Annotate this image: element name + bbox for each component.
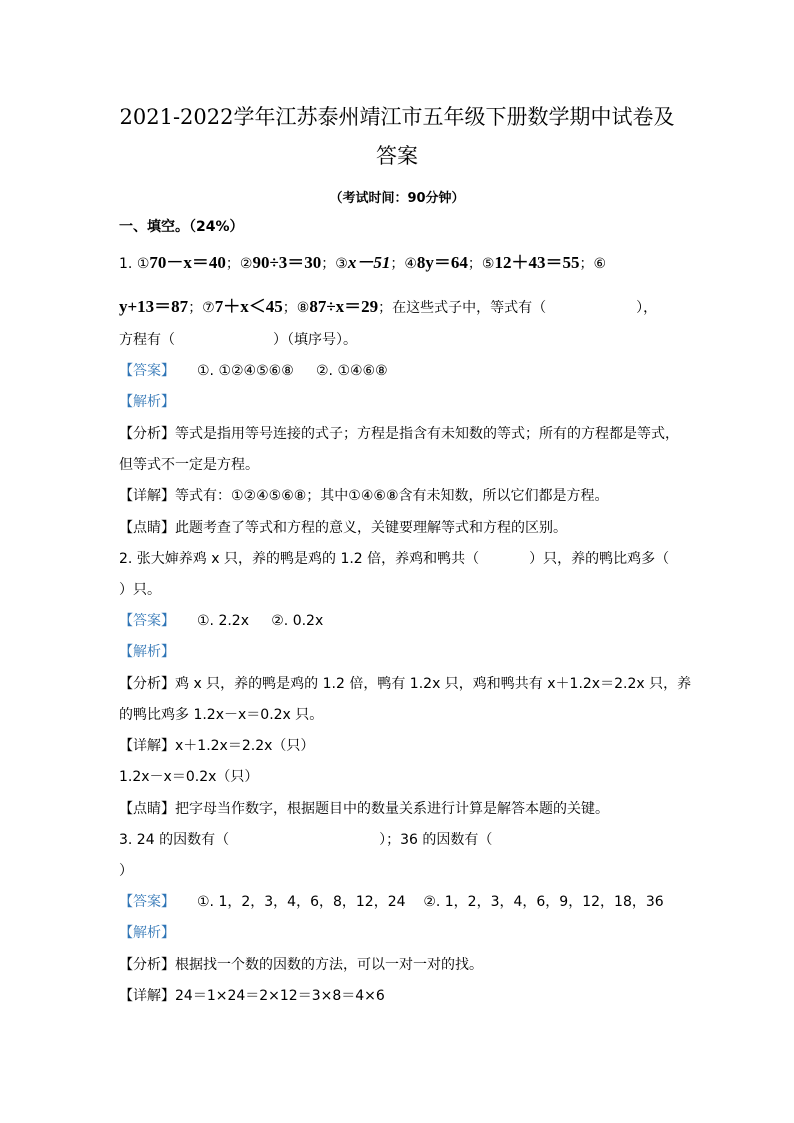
q2-fenxi-cont: 的鸭比鸡多 1.2x－x＝0.2x 只。: [119, 707, 324, 723]
q1-fenxi: [119, 425, 679, 443]
q2-detail-cont: 1.2x－x＝0.2x（只）: [119, 769, 259, 785]
answer-text: ①. ①②④⑤⑥⑧ ②. ①④⑥⑧: [197, 363, 388, 379]
q1-line1: [119, 254, 606, 273]
q2-answer: [119, 612, 323, 630]
q2-text: ）只，养的鸭比鸡多（: [529, 551, 670, 567]
q1-line3: [119, 331, 357, 349]
q1-fenxi-cont: 但等式不一定是方程。: [119, 457, 259, 473]
q1-expr: x－51: [347, 253, 391, 272]
q3-detail: [119, 987, 385, 1005]
dianjing-text: 此题考查了等式和方程的意义，关键要理解等式和方程的区别。: [175, 520, 567, 536]
q1-mark: ；⑤: [467, 256, 495, 272]
q2-line1: [119, 550, 669, 568]
q1-text: ），: [636, 300, 658, 316]
q1-text: ）（填序号）。: [273, 332, 357, 348]
fenxi-tag: 【分析】: [119, 676, 175, 692]
exam-time: （考试时间：90分钟）: [329, 191, 465, 206]
fenxi-tag: 【分析】: [119, 426, 175, 442]
q1-mark: ①: [136, 256, 150, 272]
answer-tag: 【答案】: [119, 363, 175, 379]
q2-line2: ）只。: [119, 582, 161, 598]
fenxi-text: 根据找一个数的因数的方法，可以一对一对的找。: [175, 957, 483, 973]
answer-text: ①. 2.2x ②. 0.2x: [197, 613, 324, 629]
q3-line2: ）: [119, 863, 133, 879]
q3-line1: [119, 831, 492, 849]
q1-mark: ；⑧: [282, 300, 310, 316]
dianjing-text: 把字母当作数字，根据题目中的数量关系进行计算是解答本题的关键。: [175, 801, 609, 817]
analysis-tag: 【解析】: [119, 394, 175, 410]
q1-number: 1.: [119, 256, 137, 272]
q3-fenxi: [119, 956, 483, 974]
q1-answer: [119, 362, 388, 380]
q1-mark: ；④: [390, 256, 417, 272]
q2-detail: [119, 737, 314, 755]
fenxi-tag: 【分析】: [119, 957, 175, 973]
q1-expr: y+13＝87: [119, 297, 189, 316]
q1-expr: 8y＝64: [416, 253, 468, 272]
q1-mark: ；⑥: [579, 256, 607, 272]
answer-text: ①. 1，2，3，4，6，8，12，24 ②. 1，2，3，4，6，9，12，18，36: [197, 894, 664, 910]
q1-mark: ；②: [225, 256, 253, 272]
q1-expr: 7＋x＜45: [214, 297, 283, 316]
q1-line2: [119, 298, 657, 317]
q2-text: 2. 张大婶养鸡 x 只，养的鸭是鸡的 1.2 倍，养鸡和鸭共（: [119, 551, 480, 567]
q1-mark: ；③: [321, 256, 348, 272]
analysis-tag: 【解析】: [119, 644, 175, 660]
fenxi-text: 等式是指用等号连接的式子；方程是指含有未知数的等式；所有的方程都是等式，: [175, 426, 679, 442]
detail-tag: 【详解】: [119, 488, 175, 504]
q3-answer: [119, 893, 664, 911]
q1-expr: 87÷x＝29: [309, 297, 379, 316]
fenxi-text: 鸡 x 只，养的鸭是鸡的 1.2 倍，鸭有 1.2x 只，鸡和鸭共有 x＋1.2x＝2.2x 只，养: [175, 676, 692, 692]
detail-tag: 【详解】: [119, 738, 175, 754]
q1-mark: ；⑦: [188, 300, 215, 316]
section-heading: 一、填空。（24%）: [119, 219, 244, 235]
document-title: 2021-2022学年江苏泰州靖江市五年级下册数学期中试卷及: [119, 105, 675, 129]
detail-text: 等式有：①②④⑤⑥⑧；其中①④⑥⑧含有未知数，所以它们都是方程。: [175, 488, 609, 504]
detail-text: x＋1.2x＝2.2x（只）: [175, 738, 315, 754]
analysis-tag: 【解析】: [119, 925, 175, 941]
dianjing-tag: 【点睛】: [119, 801, 175, 817]
q2-dianjing: [119, 800, 609, 818]
dianjing-tag: 【点睛】: [119, 520, 175, 536]
q1-detail: [119, 487, 609, 505]
q1-text: 方程有（: [119, 332, 175, 348]
answer-tag: 【答案】: [119, 613, 175, 629]
document-title-cont: 答案: [376, 144, 418, 168]
q1-expr: 70－x＝40: [149, 253, 226, 272]
q1-dianjing: [119, 519, 567, 537]
q1-text: ；在这些式子中，等式有（: [378, 300, 547, 316]
q3-text: 3. 24 的因数有（: [119, 832, 230, 848]
q2-fenxi: [119, 675, 691, 693]
detail-tag: 【详解】: [119, 988, 175, 1004]
q1-expr: 90÷3＝30: [252, 253, 322, 272]
q1-expr: 12＋43＝55: [494, 253, 580, 272]
answer-tag: 【答案】: [119, 894, 175, 910]
detail-text: 24＝1×24＝2×12＝3×8＝4×6: [175, 988, 385, 1004]
q3-text: ）；36 的因数有（: [379, 832, 493, 848]
